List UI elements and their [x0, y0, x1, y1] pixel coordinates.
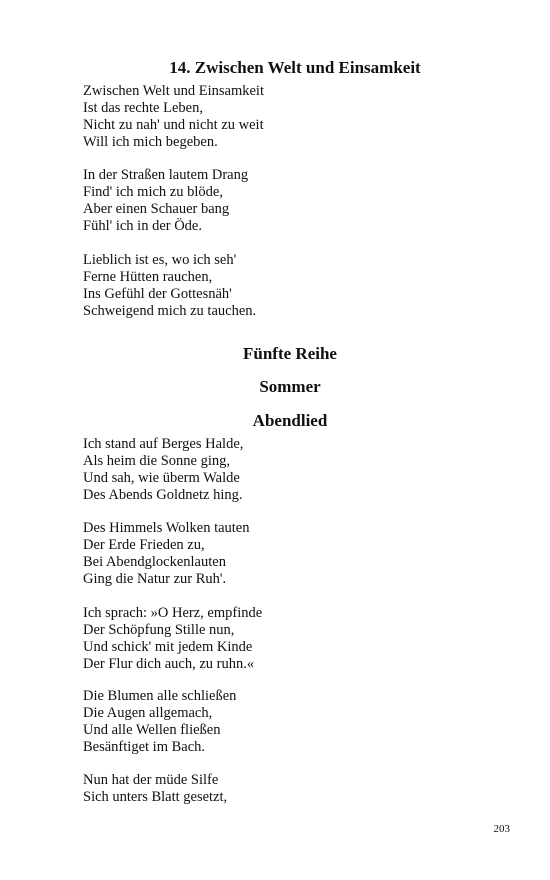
song-stanza-2 [83, 520, 250, 588]
verse-line: Zwischen Welt und Einsamkeit [83, 83, 264, 99]
verse-line: Sich unters Blatt gesetzt, [83, 789, 228, 805]
verse-line: In der Straßen lautem Drang [83, 167, 249, 183]
verse-line: Der Erde Frieden zu, [83, 537, 205, 553]
verse-line: Und schick' mit jedem Kinde [83, 639, 253, 655]
verse-line: Ins Gefühl der Gottesnäh' [83, 286, 232, 302]
verse-line: Die Blumen alle schließen [83, 688, 237, 704]
verse-line: Nicht zu nah' und nicht zu weit [83, 117, 264, 133]
verse-line: Als heim die Sonne ging, [83, 453, 231, 469]
verse-line: Nun hat der müde Silfe [83, 772, 219, 788]
subsection-heading: Sommer [259, 377, 321, 396]
page-number: 203 [493, 823, 510, 835]
verse-line: Des Himmels Wolken tauten [83, 520, 250, 536]
verse-line: Die Augen allgemach, [83, 705, 213, 721]
song-stanza-4 [83, 688, 236, 756]
poem-stanza-2 [83, 167, 248, 235]
song-stanza-3 [83, 605, 262, 673]
section-heading: Fünfte Reihe [243, 344, 337, 363]
verse-line: Ferne Hütten rauchen, [83, 269, 213, 285]
verse-line: Lieblich ist es, wo ich seh' [83, 252, 237, 268]
song-title: Abendlied [252, 411, 328, 430]
verse-line: Und alle Wellen fließen [83, 722, 221, 738]
poem-title: 14. Zwischen Welt und Einsamkeit [169, 58, 421, 77]
poem-stanza-1 [83, 83, 264, 151]
verse-line: Ich sprach: »O Herz, empfinde [83, 605, 263, 621]
verse-line: Des Abends Goldnetz hing. [83, 487, 243, 503]
poem-stanza-3 [83, 252, 256, 320]
verse-line: Der Flur dich auch, zu ruhn.« [83, 656, 255, 672]
verse-line: Ist das rechte Leben, [83, 100, 203, 116]
verse-line: Ich stand auf Berges Halde, [83, 436, 244, 452]
verse-line: Aber einen Schauer bang [83, 201, 230, 217]
verse-line: Fühl' ich in der Öde. [83, 218, 202, 234]
verse-line: Und sah, wie überm Walde [83, 470, 240, 486]
song-stanza-5 [83, 772, 227, 806]
song-stanza-1 [83, 436, 243, 504]
verse-line: Will ich mich begeben. [83, 134, 218, 150]
verse-line: Ging die Natur zur Ruh'. [83, 571, 227, 587]
verse-line: Besänftiget im Bach. [83, 739, 206, 755]
verse-line: Bei Abendglockenlauten [83, 554, 226, 570]
verse-line: Find' ich mich zu blöde, [83, 184, 223, 200]
verse-line: Der Schöpfung Stille nun, [83, 622, 235, 638]
verse-line: Schweigend mich zu tauchen. [83, 303, 257, 319]
